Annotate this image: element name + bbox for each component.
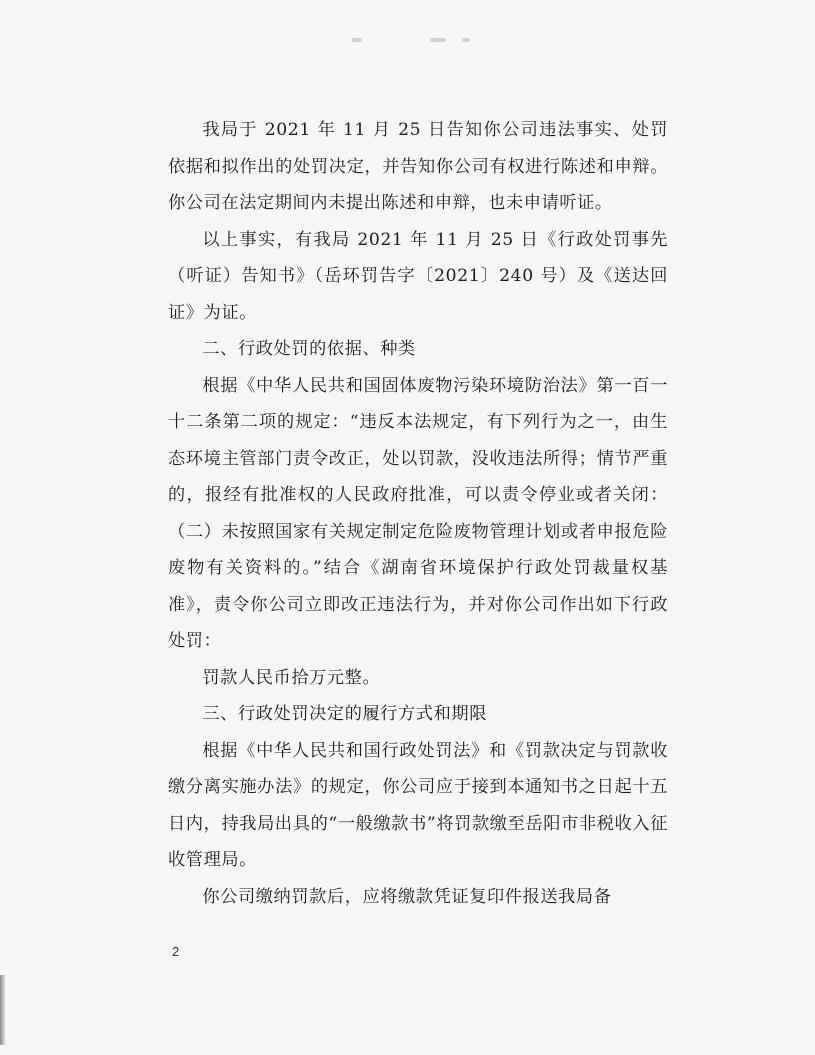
page-number: 2 [172, 944, 180, 959]
section-heading-basis: 二、行政处罚的依据、种类 [202, 339, 416, 359]
paragraph-receipt: 你公司缴纳罚款后，应将缴款凭证复印件报送我局备 [202, 886, 612, 907]
scan-artifact [462, 38, 470, 42]
scan-edge-shadow [0, 975, 6, 1045]
paragraph-payment-terms: 根据《中华人民共和国行政处罚法》和《罚款决定与罚款收缴分离实施办法》的规定，你公司应于接到本通知书之日起十五日内，持我局出具的“一般缴款书”将罚款缴至岳阳市非税收入征收管理局。 [168, 740, 668, 870]
paragraph-legal-basis: 根据《中华人民共和国固体废物污染环境防治法》第一百一十二条第二项的规定：“违反本法规定，有下列行为之一，由生态环境主管部门责令改正，处以罚款，没收违法所得；情节严重的，报经有批准权的人民政府批准，可以责令停业或者关闭：（二）未按照国家有关规定制定危险废物管理计划或者申报危险废物有关资料的。”结合《湖南省环境保护行政处罚裁量权基准》，责令你公司立即改正违法行为，并对你公司作出如下行政处罚： [168, 375, 668, 651]
paragraph-penalty: 罚款人民币拾万元整。 [202, 667, 381, 688]
scan-artifact [430, 38, 446, 42]
paragraph-evidence: 以上事实，有我局 2021 年 11 月 25 日《行政处罚事先（听证）告知书》（岳环罚告字〔2021〕240 号）及《送达回证》为证。 [168, 229, 668, 323]
section-heading-payment: 三、行政处罚决定的履行方式和期限 [202, 704, 487, 724]
scan-artifact [352, 38, 362, 42]
document-body [168, 112, 668, 915]
paragraph-notice: 我局于 2021 年 11 月 25 日告知你公司违法事实、处罚依据和拟作出的处罚决定，并告知你公司有权进行陈述和申辩。你公司在法定期间内未提出陈述和申辩，也未申请听证。 [168, 120, 668, 213]
